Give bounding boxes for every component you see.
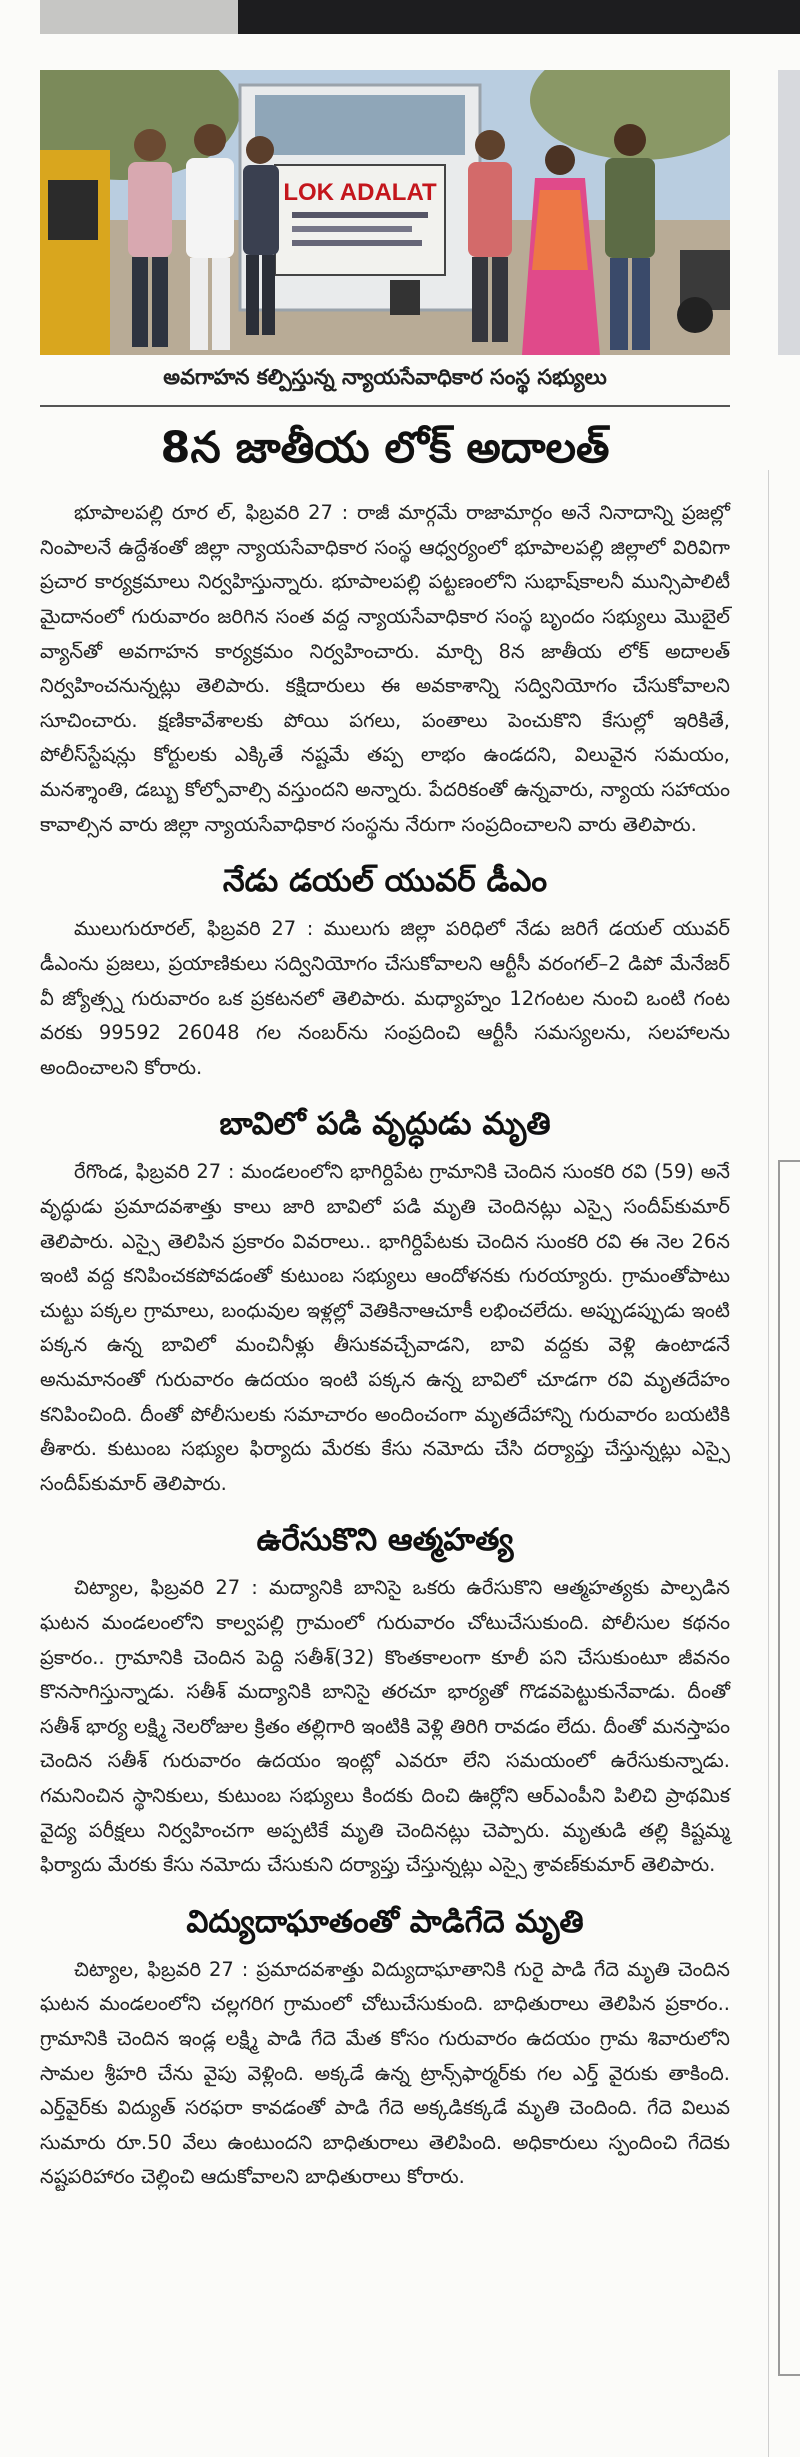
column-divider	[768, 470, 769, 2457]
article-electrocution-body: చిట్యాల, ఫిబ్రవరి 27 : ప్రమాదవశాత్తు విద్యుదాఘాతానికి గురై పాడి గేదె మృతి చెందిన ఘటన మండలంలోని చల్లగరిగ గ్రామంలో చోటుచేసుకుంది. బాధితురాలు తెలిపిన ప్రకారం.. గ్రామానికి చెందిన ఇండ్ల లక్ష్మి పాడి గేదె మేత కోసం గురువారం ఉదయం గ్రామ శివారులోని సామల శ్రీహరి చేను వైపు వెళ్లింది. అక్కడే ఉన్న ట్రాన్స్‌ఫార్మర్‌కు గల ఎర్త్ వైరుకు తాకింది. ఎర్త్‌వైర్‌కు విద్యుత్ సరఫరా కావడంతో పాడి గేదె అక్కడికక్కడే మృతి చెందింది. గేదె విలువ సుమారు రూ.50 వేలు ఉంటుందని బాధితురాలు తెలిపింది. అధికారులు స్పందించి గేదెకు నష్టపరిహారం చెల్లించి ఆదుకోవాలని బాధితురాలు కోరారు.	[40, 1957, 730, 2189]
article-dial-your-dm-body: ములుగురూరల్, ఫిబ్రవరి 27 : ములుగు జిల్లా పరిధిలో నేడు జరిగే డయల్ యువర్ డీఎంను ప్రజలు, ప్రయాణికులు సద్వినియోగం చేసుకోవాలని ఆర్టీసీ వరంగల్–2 డిపో మేనేజర్ వీ జ్యోత్స్న గురువారం ఒక ప్రకటనలో తెలిపారు. మధ్యాహ్నం 12గంటల నుంచి ఒంటి గంట వరకు 99592 26048 గల నంబర్‌ను సంప్రదించి ఆర్టీసీ సమస్యలను, సలహాలను అందించాలని కోరారు.	[40, 917, 730, 1079]
main-headline: 8న జాతీయ లోక్ అదాలత్	[160, 423, 610, 473]
top-bar-dark	[238, 0, 800, 34]
lok-adalat-photo	[40, 70, 730, 355]
article-suicide-body: చిట్యాల, ఫిబ్రవరి 27 : మద్యానికి బానిసై ఒకరు ఉరేసుకొని ఆత్మహత్యకు పాల్పడిన ఘటన మండలంలోని కాల్వపల్లి గ్రామంలో గురువారం చోటుచేసుకుంది. పోలీసుల కథనం ప్రకారం.. గ్రామానికి చెందిన పెద్ది సతీశ్(32) కొంతకాలంగా కూలీ పని చేసుకుంటూ జీవనం కొనసాగిస్తున్నాడు. సతీశ్ మద్యానికి బానిసై తరచూ భార్యతో గొడవపెట్టుకునేవాడు. దీంతో సతీశ్ భార్య లక్ష్మి నెలరోజుల క్రితం తల్లిగారి ఇంటికి వెళ్లి తిరిగి రావడం లేదు. దీంతో మనస్తాపం చెందిన సతీశ్ గురువారం ఉదయం ఇంట్లో ఎవరూ లేని సమయంలో ఉరేసుకున్నాడు. గమనించిన స్థానికులు, కుటుంబ సభ్యులు కిందకు దించి ఊర్లోని ఆర్ఎంపీని పిలిచి ప్రాథమిక వైద్య పరీక్షలు నిర్వహించగా అప్పటికే మృతి చెందినట్లు చెప్పారు. మృతుడి తల్లి కిష్టమ్మ ఫిర్యాదు మేరకు కేసు నమోదు చేసుకుని దర్యాప్తు చేస్తున్నట్లు ఎస్సై శ్రావణ్‌కుమార్ తెలిపారు.	[40, 1576, 730, 1877]
adjacent-photo-edge	[778, 70, 800, 355]
photo-caption-area	[40, 365, 730, 407]
photo-caption: అవగాహన కల్పిస్తున్న న్యాయసేవాధికార సంస్థ సభ్యులు	[163, 365, 607, 389]
article-well-death-title: బావిలో పడి వృద్ధుడు మృతి	[219, 1106, 551, 1143]
article-suicide-title: ఉరేసుకొని ఆత్మహత్య	[256, 1522, 514, 1559]
article-electrocution-title: విద్యుదాఘాతంతో పాడిగేదె మృతి	[186, 1903, 584, 1940]
adjacent-boxed-article-edge	[778, 1160, 800, 2376]
article-dial-your-dm-title: నేడు డయల్ యువర్ డీఎం	[222, 863, 548, 900]
article-lok-adalat-body: భూపాలపల్లి రూర ల్, ఫిబ్రవరి 27 : రాజీ మార్గమే రాజామార్గం అనే నినాదాన్ని ప్రజల్లో నింపాలనే ఉద్దేశంతో జిల్లా న్యాయసేవాధికార సంస్థ ఆధ్వర్యంలో భూపాలపల్లి జిల్లాలో విరివిగా ప్రచార కార్యక్రమాలు నిర్వహిస్తున్నారు. భూపాలపల్లి పట్టణంలోని సుభాష్‌కాలనీ మున్సిపాలిటీ మైదానంలో గురువారం జరిగిన సంత వద్ద న్యాయసేవాధికార సంస్థ బృందం సభ్యులు మొబైల్ వ్యాన్‌తో అవగాహన కార్యక్రమం నిర్వహించారు. మార్చి 8న జాతీయ లోక్ అదాలత్ నిర్వహించనున్నట్లు తెలిపారు. కక్షిదారులు ఈ అవకాశాన్ని సద్వినియోగం చేసుకోవాలని సూచించారు. క్షణికావేశాలకు పోయి పగలు, పంతాలు పెంచుకొని కేసుల్లో ఇరికితే, పోలీస్‌స్టేషన్లు కోర్టులకు ఎక్కితే నష్టమే తప్ప లాభం ఉండదని, విలువైన సమయం, మనశ్శాంతి, డబ్బు కోల్పోవాల్సి వస్తుందని అన్నారు. పేదరికంతో ఉన్నవారు, న్యాయ సహాయం కావాల్సిన వారు జిల్లా న్యాయసేవాధికార సంస్థను నేరుగా సంప్రదించాలని వారు తెలిపారు.	[40, 501, 730, 836]
banner-text: LOK ADALAT	[283, 179, 437, 206]
news-column	[40, 70, 730, 2195]
article-well-death-body: రేగొండ, ఫిబ్రవరి 27 : మండలంలోని భాగిర్దిపేట గ్రామానికి చెందిన సుంకరి రవి (59) అనే వృద్ధుడు ప్రమాదవశాత్తు కాలు జారి బావిలో పడి మృతి చెందినట్లు ఎస్సై సందీప్‌కుమార్ తెలిపారు. ఎస్సై తెలిపిన ప్రకారం వివరాలు.. భాగిర్దిపేటకు చెందిన సుంకరి రవి ఈ నెల 26న ఇంటి వద్ద కనిపించకపోవడంతో కుటుంబ సభ్యులు ఆందోళనకు గురయ్యారు. గ్రామంతోపాటు చుట్టు పక్కల గ్రామాలు, బంధువుల ఇళ్లల్లో వెతికినాఆచూకీ లభించలేదు. అప్పుడప్పుడు ఇంటి పక్కన ఉన్న బావిలో మంచినీళ్లు తీసుకవచ్చేవాడని, బావి వద్దకు వెళ్లి ఉంటాడనే అనుమానంతో గురువారం ఉదయం ఇంటి పక్కన ఉన్న బావిలో చూడగా రవి మృతదేహం కనిపించింది. దీంతో పోలీసులకు సమాచారం అందించంగా మృతదేహాన్ని గురువారం బయటికి తీశారు. కుటుంబ సభ్యుల ఫిర్యాదు మేరకు కేసు నమోదు చేసి దర్యాప్తు చేస్తున్నట్లు ఎస్సై సందీప్‌కుమార్ తెలిపారు.	[40, 1160, 730, 1495]
adjacent-column-edge	[778, 70, 800, 2457]
